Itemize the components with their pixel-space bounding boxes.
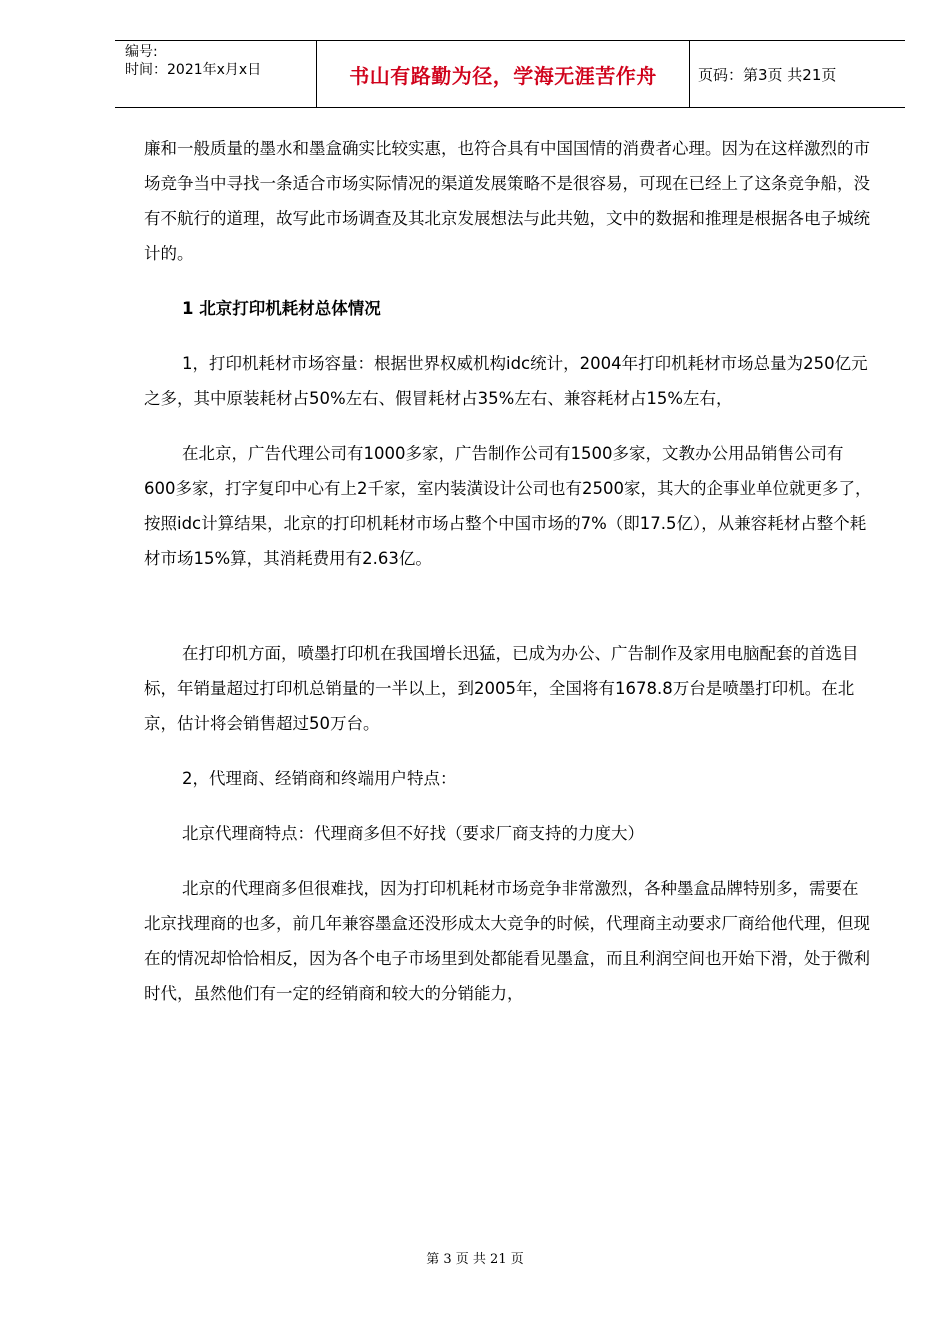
- document-body: [144, 131, 874, 1011]
- header-page-cell: [690, 41, 905, 107]
- paragraph-market-capacity: 1，打印机耗材市场容量：根据世界权威机构idc统计，2004年打印机耗材市场总量为250亿元之多，其中原装耗材占50%左右、假冒耗材占35%左右、兼容耗材占15%左右，: [144, 354, 868, 408]
- paragraph-beijing-market: 在北京，广告代理公司有1000多家，广告制作公司有1500多家，文教办公用品销售公司有600多家，打字复印中心有上2千家，室内装潢设计公司也有2500家，其大的企事业单位就更多了，按照idc计算结果，北京的打印机耗材市场占整个中国市场的7%（即17.5亿），从兼容耗材占整个耗材市场15%算，其消耗费用有2.63亿。: [144, 444, 872, 568]
- header-motto-cell: [316, 41, 690, 107]
- page-header: [115, 40, 905, 108]
- paragraph-continuation: 廉和一般质量的墨水和墨盒确实比较实惠，也符合具有中国国情的消费者心理。因为在这样激烈的市场竞争当中寻找一条适合市场实际情况的渠道发展策略不是很容易，可现在已经上了这条竞争船，没有不航行的道理，故写此市场调查及其北京发展想法与此共勉，文中的数据和推理是根据各电子城统计的。: [144, 139, 870, 263]
- time-label: 时间：2021年x月x日: [125, 62, 262, 78]
- paragraph-agents: 北京的代理商多但很难找，因为打印机耗材市场竞争非常激烈，各种墨盒品牌特别多，需要在北京找理商的也多，前几年兼容墨盒还没形成太大竞争的时候，代理商主动要求厂商给他代理，但现在的情况却恰恰相反，因为各个电子市场里到处都能看见墨盒，而且利润空间也开始下滑，处于微利时代，虽然他们有一定的经销商和较大的分销能力，: [144, 879, 870, 1003]
- section-heading: 1 北京打印机耗材总体情况: [182, 299, 381, 318]
- subheading-dealers: 2，代理商、经销商和终端用户特点：: [182, 769, 457, 788]
- header-motto: 书山有路勤为径，学海无涯苦作舟: [349, 64, 657, 88]
- page-footer: 第 3 页 共 21 页: [426, 1252, 524, 1267]
- serial-number-label: 编号:: [125, 44, 158, 60]
- header-meta-cell: [115, 41, 316, 107]
- paragraph-inkjet-printers: 在打印机方面，喷墨打印机在我国增长迅猛，已成为办公、广告制作及家用电脑配套的首选目标，年销量超过打印机总销量的一半以上，到2005年，全国将有1678.8万台是喷墨打印机。在北京，估计将会销售超过50万台。: [144, 644, 859, 733]
- subheading-agent-features: 北京代理商特点：代理商多但不好找（要求厂商支持的力度大）: [182, 824, 644, 843]
- header-page-info: 页码：第3页 共21页: [698, 66, 837, 84]
